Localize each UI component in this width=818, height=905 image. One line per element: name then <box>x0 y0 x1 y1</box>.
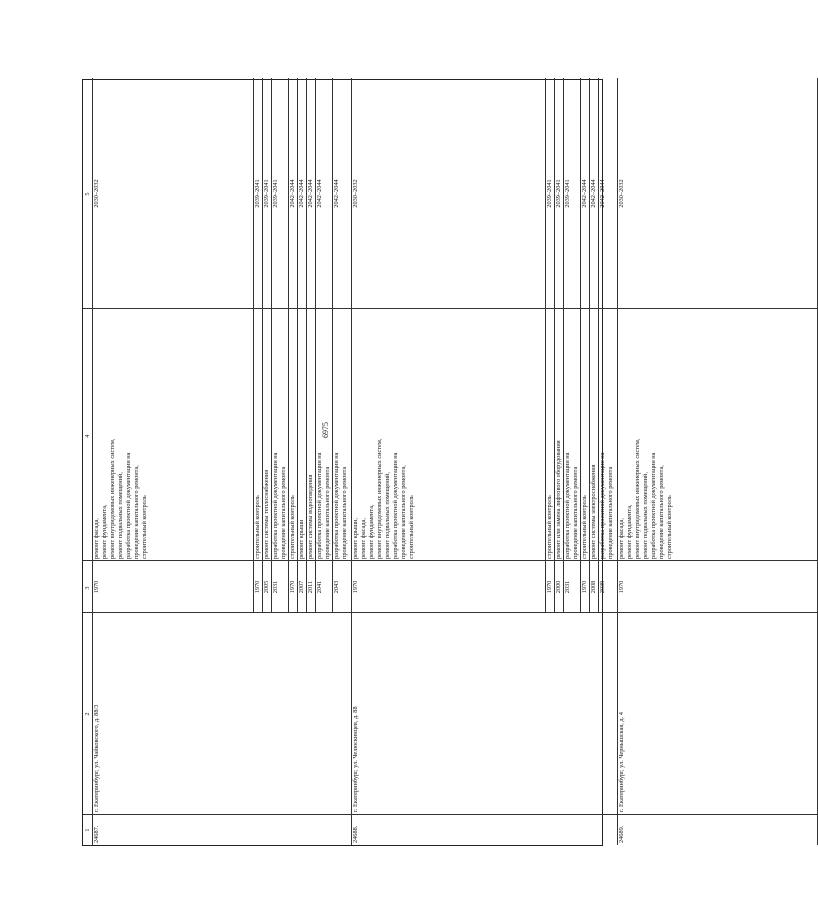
sub-row-year: 1970 <box>289 580 296 594</box>
sub-row-period: 2042–2044 <box>590 179 597 208</box>
rotated-page <box>82 79 673 846</box>
sub-row-work: разработка проектной документации на <box>564 452 571 559</box>
column-divider <box>617 308 817 309</box>
header-column-divider <box>83 612 92 613</box>
header-col-3: 3 <box>84 586 91 590</box>
sub-row-period: 2042–2044 <box>333 179 340 208</box>
sub-row-work: ремонт системы электроснабжения <box>590 464 597 559</box>
sub-row-work: проведение капитального ремонта <box>607 466 614 559</box>
work-type-line: разработка проектной документации на <box>125 452 132 559</box>
work-type-line: проведение капитального ремонта, <box>400 465 407 559</box>
sub-row-work: разработка проектной документации на <box>272 452 279 559</box>
repair-period: 2030–2032 <box>352 179 359 208</box>
build-year: 1970 <box>618 580 625 594</box>
work-type-line: ремонт внутридомовых инженерных систем, <box>634 438 641 559</box>
sub-row-year: 2000 <box>555 580 562 594</box>
sub-row-work: строительный контроль <box>289 495 296 559</box>
work-type-line: ремонт фундамента, <box>626 504 633 559</box>
entry-number: 24687. <box>93 825 100 843</box>
work-type-line: строительный контроль <box>408 495 415 559</box>
sub-row-work: ремонт или замена лифтового оборудования <box>555 440 562 559</box>
header-column-divider <box>83 814 92 815</box>
work-type-line: строительный контроль <box>666 495 673 559</box>
sub-row-year: 2007 <box>298 580 305 594</box>
sub-row-work: проведение капитального ремонта <box>280 466 287 559</box>
sub-row-period: 2042–2044 <box>316 179 323 208</box>
sub-row-period: 2039–2041 <box>254 179 261 208</box>
header-column-divider <box>83 560 92 561</box>
sub-row-work: разработка проектной документации на <box>316 452 323 559</box>
header-col-5: 5 <box>84 192 91 196</box>
sub-row-work: разработка проектной документации на <box>599 452 606 559</box>
repair-period: 2030–2032 <box>93 179 100 208</box>
build-year: 1970 <box>93 580 100 594</box>
column-divider <box>92 814 351 815</box>
build-year: 1970 <box>352 580 359 594</box>
sub-row-work: строительный контроль <box>546 495 553 559</box>
sub-row-period: 2042–2044 <box>289 179 296 208</box>
column-divider <box>92 308 351 309</box>
sub-row-year: 2008 <box>590 580 597 594</box>
entry-number: 24689. <box>618 825 625 843</box>
column-divider <box>617 560 817 561</box>
work-type-line: ремонт фасада, <box>618 518 625 559</box>
work-type-line: проведение капитального ремонта, <box>658 465 665 559</box>
column-divider <box>351 814 617 815</box>
sub-row-year: 2031 <box>272 580 279 594</box>
sub-row-work: строительный контроль <box>254 495 261 559</box>
sub-row-year: 2031 <box>564 580 571 594</box>
entry-address: г. Екатеринбург, ул. Чернышская, д. 4 <box>618 712 625 812</box>
sub-row-work: разработка проектной документации на <box>333 452 340 559</box>
sub-row-year: 1970 <box>581 580 588 594</box>
repair-schedule-table <box>82 79 673 846</box>
sub-row-period: 2042–2044 <box>581 179 588 208</box>
sub-row-work: строительный контроль <box>581 495 588 559</box>
header-col-1: 1 <box>84 828 91 832</box>
sub-row-period: 2042–2044 <box>599 179 606 208</box>
sub-row-period: 2039–2041 <box>546 179 553 208</box>
sub-row-year: 2041 <box>316 580 323 594</box>
sub-row-period: 2039–2041 <box>555 179 562 208</box>
work-type-line: проведение капитального ремонта, <box>133 465 140 559</box>
work-type-line: разработка проектной документации на <box>650 452 657 559</box>
column-divider <box>617 612 817 613</box>
column-divider <box>351 612 617 613</box>
sub-row-period: 2039–2041 <box>564 179 571 208</box>
work-type-line: ремонт внутридомовых инженерных систем, <box>376 438 383 559</box>
sub-row-year: 2005 <box>263 580 270 594</box>
sub-row-work: проведение капитального ремонта <box>341 466 348 559</box>
work-type-line: ремонт подвальных помещений, <box>642 472 649 559</box>
entry-address: г. Екатеринбург, ул. Челюскинцев, д. 88 <box>352 706 359 812</box>
work-type-line: строительный контроль <box>141 495 148 559</box>
sub-row-work: проведение капитального ремонта <box>324 466 331 559</box>
column-divider <box>92 612 351 613</box>
sub-row-year: 1970 <box>254 580 261 594</box>
sub-row-period: 2039–2041 <box>272 179 279 208</box>
sub-row-period: 2039–2041 <box>263 179 270 208</box>
sub-row-year: 2039 <box>599 580 606 594</box>
sub-row-work: ремонт системы теплоснабжения <box>263 469 270 559</box>
sub-row-year: 1970 <box>546 580 553 594</box>
work-type-line: ремонт фундамента, <box>368 504 375 559</box>
sub-row-work: ремонт системы водоотведения <box>307 474 314 559</box>
column-divider <box>351 308 617 309</box>
header-column-divider <box>83 308 92 309</box>
sub-row-year: 2043 <box>333 580 340 594</box>
sub-row-period: 2042–2044 <box>298 179 305 208</box>
work-type-line: разработка проектной документации на <box>392 452 399 559</box>
work-type-line: ремонт внутридомовых инженерных систем, <box>109 438 116 559</box>
column-divider <box>92 560 351 561</box>
page-number: 6975 <box>321 422 330 438</box>
sub-row-work: проведение капитального ремонта <box>572 466 579 559</box>
work-type-line: ремонт фасада, <box>93 518 100 559</box>
header-col-2: 2 <box>84 712 91 716</box>
sub-row-period: 2042–2044 <box>307 179 314 208</box>
header-col-4: 4 <box>84 434 91 438</box>
sub-row-work: ремонт крыши <box>298 519 305 559</box>
entry-number: 24688. <box>352 825 359 843</box>
work-type-line: ремонт крыши, <box>352 517 359 559</box>
work-type-line: ремонт подвальных помещений, <box>117 472 124 559</box>
column-divider <box>617 814 817 815</box>
repair-period: 2030–2032 <box>618 179 625 208</box>
work-type-line: ремонт подвальных помещений, <box>384 472 391 559</box>
work-type-line: ремонт фундамента, <box>101 504 108 559</box>
work-type-line: ремонт фасада, <box>360 518 367 559</box>
column-divider <box>351 560 617 561</box>
entry-address: г. Екатеринбург, ул. Чайковского, д. 88/3 <box>93 704 100 812</box>
sub-row-year: 2011 <box>307 580 314 594</box>
